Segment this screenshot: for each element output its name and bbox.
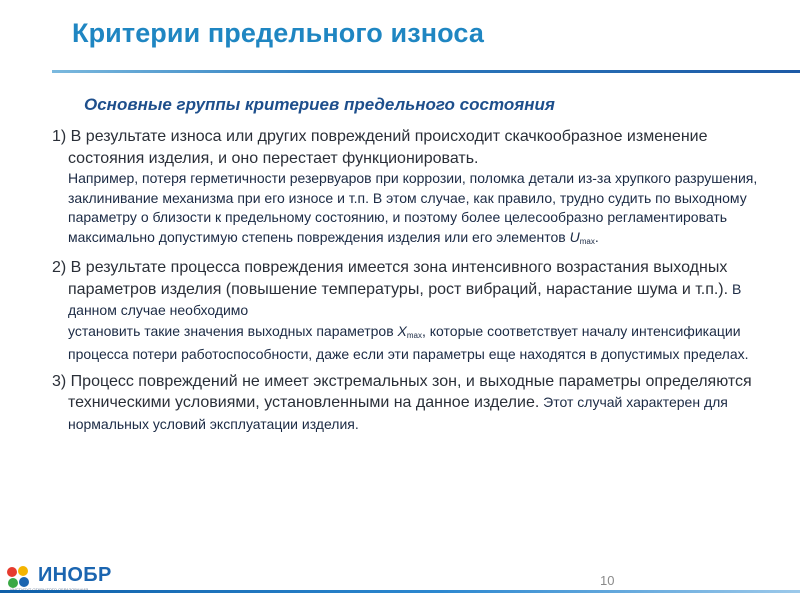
criterion-2-inline-detail: В данном случае необходимо — [68, 280, 742, 318]
u-max-symbol: $U_{max}$ — [569, 228, 595, 246]
criterion-2-lead: 2) В результате процесса повреждения имеется зона интенсивного возрастания выходных параметров изделия (повышение температуры, рост вибраций, нарастание шума и т.п.). В данном случае необходимо — [52, 259, 742, 318]
title-underline — [52, 70, 800, 73]
slide-subtitle: Основные группы критериев предельного состояния — [84, 95, 555, 114]
criterion-2-detail-text: установить такие значения выходных параметров — [68, 322, 398, 339]
footer-line — [0, 590, 800, 593]
criterion-1-detail: Например, потеря герметичности резервуаров при коррозии, поломка детали из-за хрупкого разрушения, заклинивание механизма при его износе и т.п. В этом случае, как правило, трудно судить по выходному параметру о близости к предельному состоянию, и поэтому более целесообразно регламентировать максимально допустимую степень повреждения изделия или его элементов $U_{max}$. — [68, 170, 758, 246]
criterion-2 — [52, 257, 778, 365]
criterion-1-lead: 1) В результате износа или других повреждений происходит скачкообразное изменение состояния изделия, и оно перестает функционировать. — [52, 128, 708, 167]
criterion-2-detail: установить такие значения выходных параметров $X_{max}$, которые соответствует началу интенсификации процесса потери работоспособности, даже если эти параметры еще находятся в допустимых пределах. — [68, 322, 749, 362]
inobr-logo — [4, 560, 134, 594]
criterion-3-lead: 3) Процесс повреждений не имеет экстремальных зон, и выходные параметры определяются техническими условиями, установленными на данное изделие. Этот случай характерен для нормальных условий эксплуатации изделия. — [52, 372, 752, 432]
slide-title: Критерии предельного износа — [72, 18, 484, 48]
criterion-3 — [52, 371, 778, 436]
x-max-symbol: $X_{max}$ — [397, 322, 422, 340]
page-number: 10 — [600, 573, 615, 588]
criterion-1 — [52, 126, 778, 251]
criterion-3-inline-detail: Этот случай характерен для нормальных условий эксплуатации изделия. — [68, 394, 728, 432]
criteria-list — [52, 126, 778, 441]
logo-text: ИНОБР — [38, 564, 112, 586]
criterion-1-detail-text: Например, потеря герметичности резервуаров при коррозии, поломка детали из-за хрупкого разрушения, заклинивание механизма при его износе и т.п. В этом случае, как правило, трудно судить по выходному параметру о близости к предельному состоянию, и поэтому более целесообразно регламентировать максимально допустимую степень повреждения изделия или его элементов — [68, 170, 758, 245]
